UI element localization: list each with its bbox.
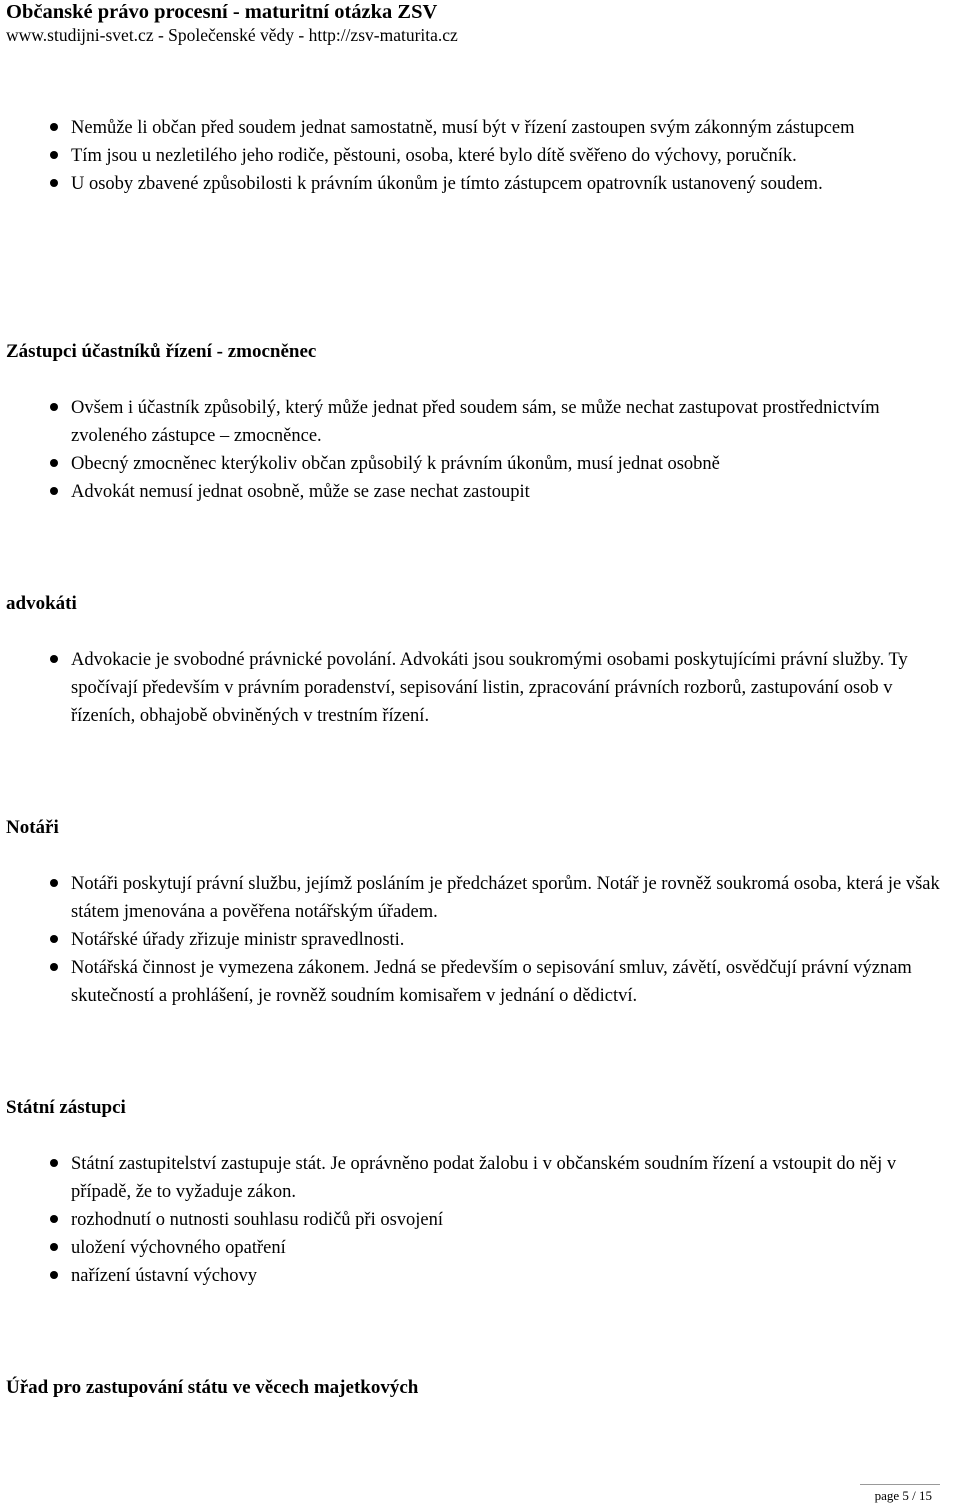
bullet-icon	[50, 151, 58, 159]
bullet-icon	[50, 179, 58, 187]
section-heading-advokati: advokáti	[6, 593, 77, 614]
bullet-icon	[50, 459, 58, 467]
footer-divider	[860, 1484, 940, 1485]
section-heading-statni-zastupci: Státní zástupci	[6, 1097, 126, 1118]
page-number: page 5 / 15	[874, 1488, 932, 1503]
bullet-icon	[50, 1215, 58, 1223]
bullet-icon	[50, 1159, 58, 1167]
section-heading-zastupci: Zástupci účastníků řízení - zmocněnec	[6, 341, 317, 362]
section-heading-urad: Úřad pro zastupování státu ve věcech majetkových	[6, 1377, 419, 1398]
list-item: Tím jsou u nezletilého jeho rodiče, pěstouni, osoba, které bylo dítě svěřeno do výchovy, poručník.	[0, 142, 960, 170]
bullet-icon	[50, 935, 58, 943]
statni-list	[0, 1150, 960, 1290]
list-item: Advokát nemusí jednat osobně, může se zase nechat zastoupit	[0, 478, 960, 506]
list-item: Notářské úřady zřizuje ministr spravedlnosti.	[0, 926, 960, 954]
list-item: Obecný zmocněnec kterýkoliv občan způsobilý k právním úkonům, musí jednat osobně	[0, 450, 960, 478]
bullet-icon	[50, 879, 58, 887]
bullet-icon	[50, 1271, 58, 1279]
bullet-icon	[50, 123, 58, 131]
list-item: Státní zastupitelství zastupuje stát. Je oprávněno podat žalobu i v občanském soudním řízení a vstoupit do něj v případě, že to vyžaduje zákon.	[0, 1150, 960, 1206]
bullet-icon	[50, 655, 58, 663]
list-item: Ovšem i účastník způsobilý, který může jednat před soudem sám, se může nechat zastupovat prostřednictvím zvoleného zástupce – zmocněnce.	[0, 394, 960, 450]
list-item: uložení výchovného opatření	[0, 1234, 960, 1262]
document-subtitle: www.studijni-svet.cz - Společenské vědy - http://zsv-maturita.cz	[6, 25, 458, 45]
zastupci-list	[0, 394, 960, 506]
bullet-icon	[50, 963, 58, 971]
page-header	[6, 0, 946, 46]
list-item: Nemůže li občan před soudem jednat samostatně, musí být v řízení zastoupen svým zákonným zástupcem	[0, 114, 960, 142]
bullet-icon	[50, 403, 58, 411]
list-item: nařízení ústavní výchovy	[0, 1262, 960, 1290]
document-title: Občanské právo procesní - maturitní otázka ZSV	[6, 1, 438, 23]
list-item: Advokacie je svobodné právnické povolání. Advokáti jsou soukromými osobami poskytujícími právní služby. Ty spočívají především v právním poradenství, sepisování listin, zpracování právních rozborů, zastupování osob v řízeních, obhajobě obviněných v trestním řízení.	[0, 646, 960, 730]
notari-list	[0, 870, 960, 1010]
section-heading-notari: Notáři	[6, 817, 59, 838]
list-item: Notáři poskytují právní službu, jejímž posláním je předcházet sporům. Notář je rovněž soukromá osoba, která je však státem jmenována a pověřena notářským úřadem.	[0, 870, 960, 926]
list-item: rozhodnutí o nutnosti souhlasu rodičů při osvojení	[0, 1206, 960, 1234]
intro-list	[0, 114, 960, 198]
bullet-icon	[50, 487, 58, 495]
advokati-list	[0, 646, 960, 730]
list-item: Notářská činnost je vymezena zákonem. Jedná se především o sepisování smluv, závětí, osvědčují právní význam skutečností a prohlášení, je rovněž soudním komisařem v jednání o dědictví.	[0, 954, 960, 1010]
list-item: U osoby zbavené způsobilosti k právním úkonům je tímto zástupcem opatrovník ustanovený soudem.	[0, 170, 960, 198]
bullet-icon	[50, 1243, 58, 1251]
